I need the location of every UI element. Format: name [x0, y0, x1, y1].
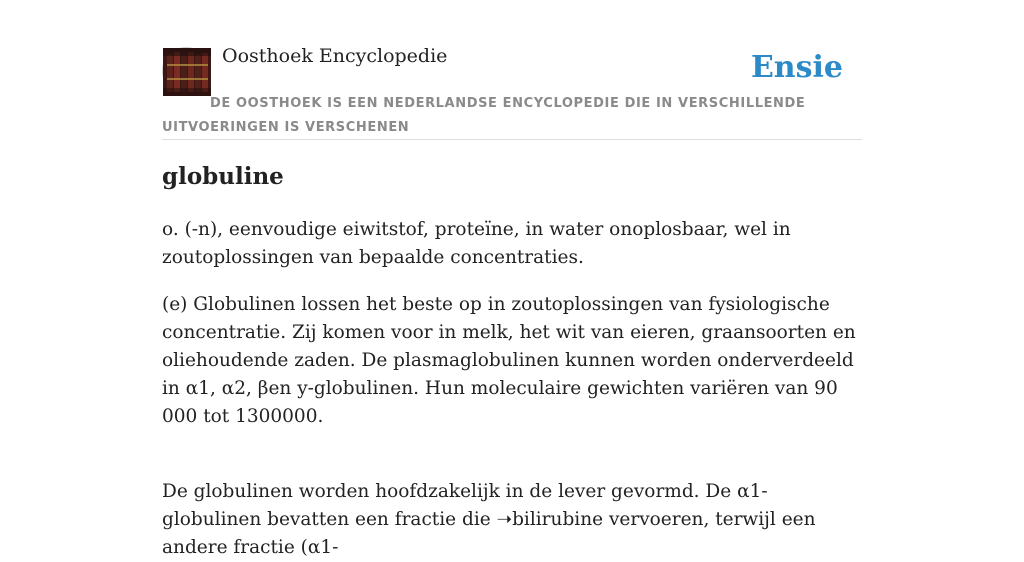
site-tagline: DE OOSTHOEK IS EEN NEDERLANDSE ENCYCLOPEDIE DIE IN VERSCHILLENDE UITVOERINGEN IS VERSCHENEN: [162, 96, 806, 135]
article-paragraph-definition: o. (-n), eenvoudige eiwitstof, proteïne, in water onoplosbaar, wel in zoutoplossingen van bepaalde concentraties.: [162, 219, 791, 268]
article-paragraph-description: (e) Globulinen lossen het beste op in zoutoplossingen van fysiologische concentratie. Zij komen voor in melk, het wit van eieren, graansoorten en oliehoudende zaden. De plasmaglobulinen kunnen worden onderverdeeld in α1, α2, βen y-globulinen. Hun moleculaire gewichten variëren van 90 000 tot 1300000.: [162, 294, 856, 427]
bilirubine-link[interactable]: bilirubine: [512, 509, 604, 530]
article-title: globuline: [162, 163, 284, 190]
encyclopedia-books-icon[interactable]: [162, 47, 210, 95]
paragraph-text-before-link: De globulinen worden hoofdzakelijk in de lever gevormd. De α1-globulinen bevatten een fractie die: [162, 481, 768, 530]
site-header: [162, 0, 862, 140]
link-arrow-icon: ➝: [496, 509, 513, 530]
paragraph-text-after-link: vervoeren, terwijl een andere fractie (α1-: [162, 509, 816, 558]
site-name[interactable]: Oosthoek Encyclopedie: [222, 45, 448, 67]
article-body: [162, 216, 862, 562]
article-paragraph-formation: [162, 478, 862, 562]
paragraph-gap: [162, 450, 862, 478]
brand-logo-text[interactable]: Ensie: [750, 50, 843, 85]
main-container: [162, 0, 862, 558]
